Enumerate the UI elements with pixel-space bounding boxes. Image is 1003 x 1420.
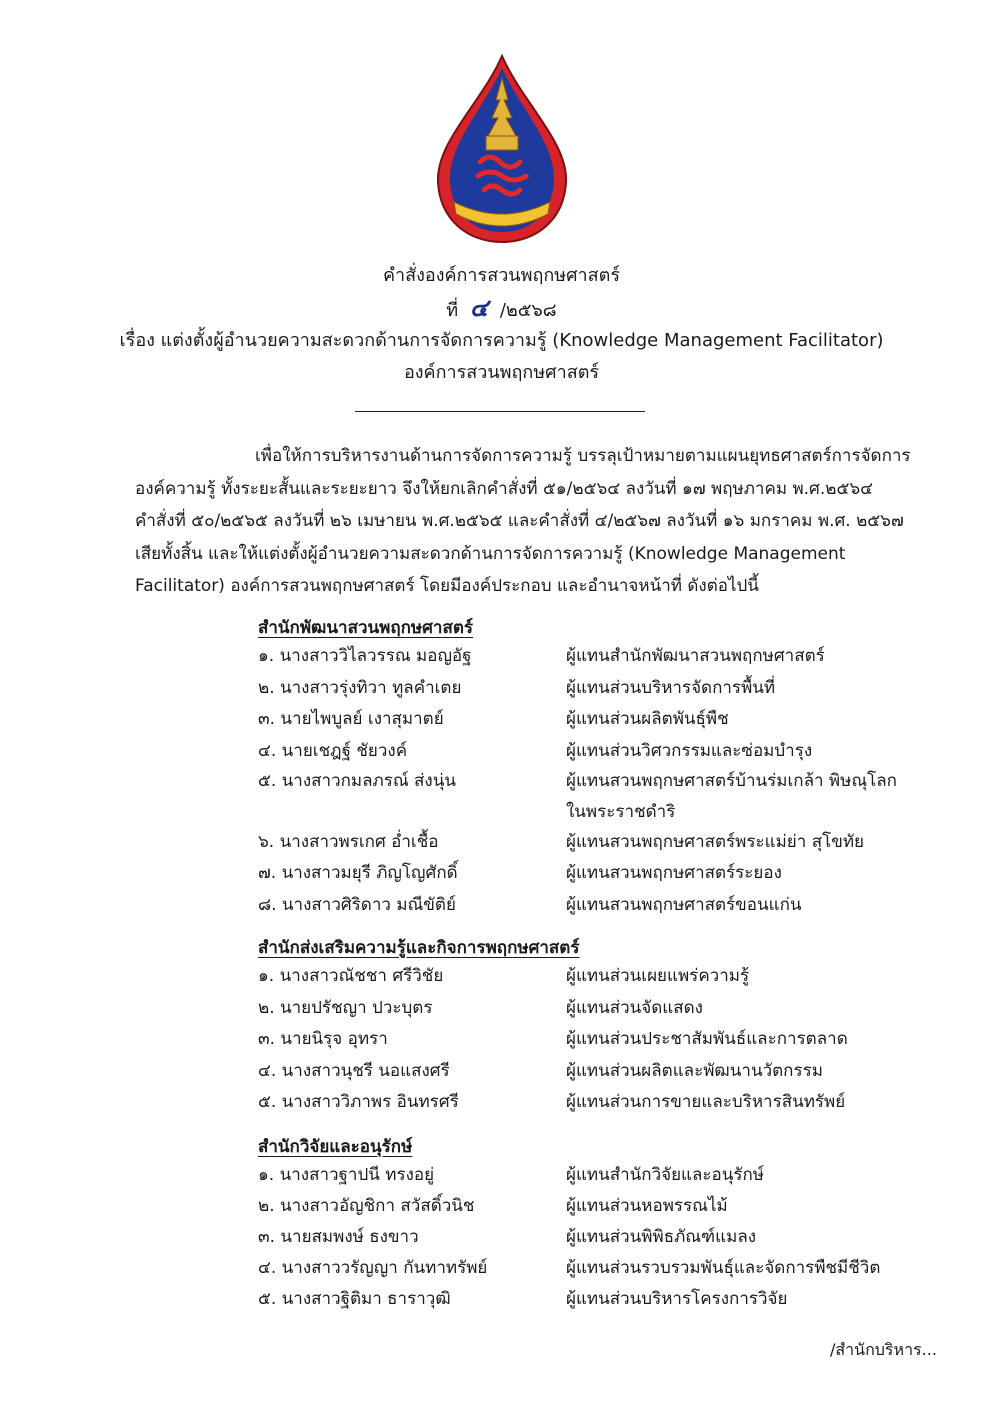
member-name: ๗. นางสาวมยุรี ภิญโญศักดิ์ xyxy=(258,863,458,883)
member-role: ผู้แทนส่วนบริหารจัดการพื้นที่ xyxy=(566,678,776,698)
member-role: ผู้แทนสวนพฤกษศาสตร์ระยอง xyxy=(566,863,782,883)
section-heading: สำนักวิจัยและอนุรักษ์ xyxy=(258,1137,413,1157)
member-name: ๘. นางสาวศิริดาว มณีขัติย์ xyxy=(258,895,456,915)
member-role: ผู้แทนส่วนวิศวกรรมและซ่อมบำรุง xyxy=(566,741,813,761)
member-name: ๒. นางสาวรุ่งทิวา ทูลคำเตย xyxy=(258,678,462,698)
order-number-suffix: /๒๕๖๘ xyxy=(499,300,557,321)
member-row xyxy=(258,827,918,858)
member-row xyxy=(258,1087,918,1118)
member-name: ๒. นายปรัชญา ปวะบุตร xyxy=(258,998,433,1018)
body-line: Facilitator) องค์การสวนพฤกษศาสตร์ โดยมีองค์ประกอบ และอำนาจหน้าที่ ดังต่อไปนี้ xyxy=(135,576,759,596)
member-row xyxy=(258,1024,918,1055)
body-line: คำสั่งที่ ๕๐/๒๕๖๕ ลงวันที่ ๒๖ เมษายน พ.ศ.๒๕๖๕ และคำสั่งที่ ๔/๒๕๖๗ ลงวันที่ ๑๖ มกราคม พ.ศ. ๒๕๖๗ xyxy=(135,511,904,531)
member-role: ผู้แทนส่วนผลิตพันธุ์พืช xyxy=(566,709,729,729)
member-row xyxy=(258,858,918,889)
member-row xyxy=(258,736,918,767)
member-row xyxy=(258,1284,918,1315)
member-name: ๑. นางสาววิไลวรรณ มอญอัฐ xyxy=(258,646,472,666)
member-row xyxy=(258,766,918,828)
member-name: ๑. นางสาวณัชชา ศรีวิชัย xyxy=(258,966,444,986)
member-name: ๕. นางสาววิภาพร อินทรศรี xyxy=(258,1092,459,1112)
member-row xyxy=(258,890,918,921)
member-name: ๓. นายนิรุจ อุทรา xyxy=(258,1029,388,1049)
order-number-prefix: ที่ xyxy=(446,300,459,321)
header-divider xyxy=(355,411,645,412)
member-role: ผู้แทนส่วนผลิตและพัฒนานวัตกรรม xyxy=(566,1061,823,1081)
section-heading: สำนักส่งเสริมความรู้และกิจการพฤกษศาสตร์ xyxy=(258,938,580,958)
member-role: ผู้แทนส่วนการขายและบริหารสินทรัพย์ xyxy=(566,1092,846,1112)
member-role-continued: ในพระราชดำริ xyxy=(566,802,676,822)
order-title: คำสั่งองค์การสวนพฤกษศาสตร์ xyxy=(382,265,621,286)
member-row xyxy=(258,1222,918,1253)
order-number-handwritten: ๔ xyxy=(469,294,489,322)
member-name: ๕. นางสาวกมลภรณ์ ส่งนุ่น xyxy=(258,771,456,791)
member-name: ๒. นางสาวอัญชิกา สวัสดิ์วนิช xyxy=(258,1196,475,1216)
member-row xyxy=(258,961,918,992)
body-line: องค์ความรู้ ทั้งระยะสั้นและระยะยาว จึงให้ยกเลิกคำสั่งที่ ๕๑/๒๕๖๔ ลงวันที่ ๑๗ พฤษภาคม พ.ศ.๒๕๖๔ xyxy=(135,478,873,499)
member-row xyxy=(258,1056,918,1087)
member-role: ผู้แทนส่วนเผยแพร่ความรู้ xyxy=(566,966,750,986)
member-role: ผู้แทนสวนพฤกษศาสตร์ขอนแก่น xyxy=(566,895,802,915)
member-role: ผู้แทนสวนพฤกษศาสตร์บ้านร่มเกล้า พิษณุโลก xyxy=(566,771,897,791)
member-name: ๖. นางสาวพรเกศ อ่ำเชื้อ xyxy=(258,832,439,852)
continued-next-page: /สำนักบริหาร... xyxy=(830,1340,937,1359)
member-role: ผู้แทนส่วนบริหารโครงการวิจัย xyxy=(566,1289,788,1309)
body-paragraph xyxy=(135,440,910,603)
section-heading: สำนักพัฒนาสวนพฤกษศาสตร์ xyxy=(258,618,473,638)
member-name: ๑. นางสาวฐาปนี ทรงอยู่ xyxy=(258,1165,435,1185)
member-role: ผู้แทนส่วนรวบรวมพันธุ์และจัดการพืชมีชีวิต xyxy=(566,1258,881,1278)
member-role: ผู้แทนส่วนหอพรรณไม้ xyxy=(566,1196,728,1216)
member-name: ๔. นางสาววรัญญา กันทาทรัพย์ xyxy=(258,1258,488,1278)
member-role: ผู้แทนสวนพฤกษศาสตร์พระแม่ย่า สุโขทัย xyxy=(566,832,865,852)
member-name: ๔. นายเชฎฐ์ ชัยวงค์ xyxy=(258,741,408,761)
member-row xyxy=(258,704,918,735)
organization-logo-icon xyxy=(432,52,572,244)
body-line: เพื่อให้การบริหารงานด้านการจัดการความรู้ บรรลุเป้าหมายตามแผนยุทธศาสตร์การจัดการ xyxy=(255,446,911,466)
member-row xyxy=(258,1160,918,1191)
member-row xyxy=(258,673,918,704)
member-name: ๓. นายสมพงษ์ ธงขาว xyxy=(258,1227,419,1247)
member-row xyxy=(258,1253,918,1284)
order-organization: องค์การสวนพฤกษศาสตร์ xyxy=(403,362,600,383)
member-row xyxy=(258,1191,918,1222)
member-role: ผู้แทนส่วนพิพิธภัณฑ์แมลง xyxy=(566,1227,757,1247)
member-name: ๓. นายไพบูลย์ เงาสุมาตย์ xyxy=(258,709,444,729)
member-row xyxy=(258,641,918,672)
member-role: ผู้แทนส่วนจัดแสดง xyxy=(566,998,703,1018)
member-row xyxy=(258,993,918,1024)
body-line: เสียทั้งสิ้น และให้แต่งตั้งผู้อำนวยความสะดวกด้านการจัดการความรู้ (Knowledge Management xyxy=(135,543,846,564)
member-role: ผู้แทนสำนักพัฒนาสวนพฤกษศาสตร์ xyxy=(566,646,825,666)
member-role: ผู้แทนส่วนประชาสัมพันธ์และการตลาด xyxy=(566,1029,848,1049)
member-role: ผู้แทนสำนักวิจัยและอนุรักษ์ xyxy=(566,1165,765,1185)
member-name: ๕. นางสาวฐิติมา ธาราวุฒิ xyxy=(258,1289,451,1309)
order-number xyxy=(0,296,1003,323)
member-name: ๔. นางสาวนุชรี นอแสงศรี xyxy=(258,1061,450,1081)
order-subject: เรื่อง แต่งตั้งผู้อำนวยความสะดวกด้านการจัดการความรู้ (Knowledge Management Facilitator) xyxy=(119,330,884,351)
